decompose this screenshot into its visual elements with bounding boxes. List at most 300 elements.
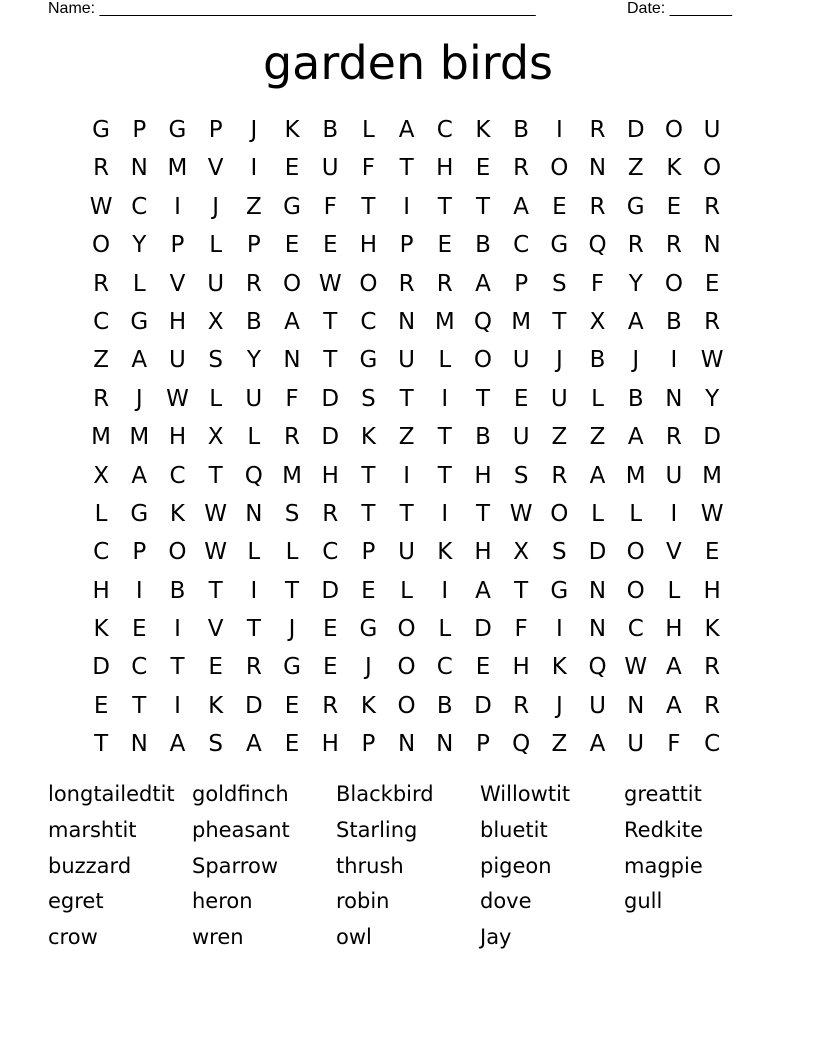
grid-cell: J bbox=[632, 347, 640, 374]
grid-cell: O bbox=[626, 539, 645, 566]
grid-cell: Q bbox=[512, 731, 531, 758]
grid-cell: T bbox=[475, 385, 490, 412]
grid-cell: T bbox=[514, 577, 529, 604]
word-list-item: longtailedtit bbox=[48, 782, 175, 806]
grid-cell: E bbox=[322, 654, 338, 681]
grid-cell: L bbox=[209, 232, 223, 259]
grid-cell: Y bbox=[246, 347, 261, 374]
grid-cell: T bbox=[361, 500, 376, 527]
word-list-item: heron bbox=[192, 889, 253, 914]
grid-cell: G bbox=[550, 232, 569, 259]
grid-cell: O bbox=[282, 270, 302, 297]
grid-cell: E bbox=[284, 692, 300, 719]
grid-cell: R bbox=[627, 232, 644, 259]
grid-cell: T bbox=[323, 347, 338, 374]
grid-cell: B bbox=[627, 385, 644, 412]
letter-grid bbox=[82, 111, 732, 764]
grid-row bbox=[82, 725, 732, 763]
grid-cell: X bbox=[207, 308, 224, 335]
grid-row bbox=[82, 572, 732, 610]
grid-cell: R bbox=[245, 654, 262, 681]
grid-cell: O bbox=[397, 616, 416, 643]
grid-cell: W bbox=[700, 500, 724, 527]
grid-cell: T bbox=[399, 155, 414, 182]
grid-cell: S bbox=[361, 385, 376, 412]
grid-cell: K bbox=[169, 500, 186, 527]
grid-cell: S bbox=[284, 500, 300, 527]
grid-cell: X bbox=[513, 539, 530, 566]
grid-cell: O bbox=[626, 577, 645, 604]
grid-cell: U bbox=[627, 731, 645, 758]
word-list-item: Redkite bbox=[624, 817, 704, 842]
grid-cell: A bbox=[666, 692, 682, 719]
grid-cell: K bbox=[208, 692, 224, 719]
grid-cell: V bbox=[666, 539, 682, 566]
grid-cell: R bbox=[665, 232, 682, 259]
grid-cell: Z bbox=[245, 193, 262, 220]
grid-cell: O bbox=[359, 270, 378, 297]
grid-cell: Q bbox=[244, 462, 263, 489]
grid-cell: N bbox=[130, 731, 148, 758]
grid-cell: B bbox=[169, 577, 186, 604]
grid-cell: K bbox=[475, 117, 491, 143]
grid-cell: N bbox=[588, 616, 607, 643]
grid-row bbox=[82, 610, 732, 648]
grid-cell: D bbox=[474, 616, 492, 643]
grid-cell: T bbox=[361, 462, 376, 489]
grid-cell: L bbox=[438, 347, 452, 374]
grid-cell: Z bbox=[398, 424, 415, 451]
grid-cell: H bbox=[474, 462, 492, 489]
grid-cell: F bbox=[285, 385, 299, 412]
grid-cell: R bbox=[704, 308, 721, 335]
word-list-item: bluetit bbox=[480, 817, 548, 842]
grid-cell: Y bbox=[132, 232, 147, 259]
grid-row bbox=[82, 303, 732, 341]
grid-cell: E bbox=[666, 193, 682, 220]
grid-cell: C bbox=[322, 539, 339, 566]
grid-cell: I bbox=[441, 500, 449, 527]
grid-cell: I bbox=[174, 692, 181, 719]
word-list-item: dove bbox=[480, 889, 532, 914]
grid-cell: N bbox=[588, 577, 607, 604]
grid-cell: L bbox=[629, 500, 643, 527]
grid-cell: N bbox=[703, 232, 721, 259]
grid-cell: C bbox=[513, 232, 530, 259]
grid-cell: K bbox=[666, 155, 682, 182]
grid-cell: R bbox=[93, 385, 110, 412]
grid-cell: P bbox=[132, 117, 147, 143]
grid-cell: D bbox=[321, 577, 340, 604]
grid-cell: S bbox=[208, 347, 223, 374]
word-list-item: pigeon bbox=[480, 853, 552, 878]
grid-cell: O bbox=[92, 232, 111, 259]
word-list-item: owl bbox=[336, 925, 372, 950]
grid-cell: C bbox=[169, 462, 186, 489]
grid-cell: L bbox=[94, 500, 108, 527]
grid-cell: R bbox=[322, 500, 339, 527]
grid-cell: E bbox=[284, 155, 300, 182]
grid-cell: X bbox=[207, 424, 224, 451]
grid-cell: E bbox=[361, 577, 376, 604]
grid-cell: K bbox=[360, 424, 376, 451]
grid-cell: J bbox=[250, 117, 258, 143]
grid-cell: N bbox=[130, 155, 148, 182]
word-list-item: marshtit bbox=[48, 817, 137, 842]
grid-cell: R bbox=[665, 424, 682, 451]
grid-cell: E bbox=[322, 616, 338, 643]
grid-cell: E bbox=[284, 232, 300, 259]
grid-cell: T bbox=[208, 577, 223, 604]
grid-cell: U bbox=[703, 117, 721, 143]
grid-cell: R bbox=[436, 270, 453, 297]
grid-cell: C bbox=[131, 654, 148, 681]
grid-cell: M bbox=[434, 308, 455, 335]
grid-cell: J bbox=[555, 692, 563, 719]
grid-cell: W bbox=[624, 654, 648, 681]
grid-cell: A bbox=[589, 462, 606, 489]
grid-cell: A bbox=[627, 424, 644, 451]
grid-cell: J bbox=[212, 193, 220, 220]
grid-cell: U bbox=[245, 385, 263, 412]
grid-cell: D bbox=[92, 654, 110, 681]
word-list bbox=[48, 777, 768, 956]
grid-cell: I bbox=[403, 462, 410, 489]
grid-cell: L bbox=[132, 270, 146, 297]
grid-row bbox=[82, 533, 732, 571]
page-title: garden birds bbox=[262, 36, 553, 90]
grid-cell: I bbox=[441, 577, 449, 604]
grid-cell: W bbox=[509, 500, 533, 527]
grid-cell: T bbox=[361, 193, 376, 220]
grid-cell: R bbox=[704, 193, 721, 220]
grid-cell: A bbox=[398, 117, 415, 143]
grid-cell: W bbox=[204, 539, 228, 566]
grid-cell: W bbox=[700, 347, 724, 374]
grid-cell: H bbox=[92, 577, 110, 604]
word-list-item: Blackbird bbox=[336, 782, 434, 806]
grid-cell: P bbox=[132, 539, 147, 566]
grid-row bbox=[82, 648, 732, 686]
grid-cell: T bbox=[399, 500, 414, 527]
word-list-item: Jay bbox=[480, 925, 512, 950]
grid-cell: A bbox=[284, 308, 300, 335]
grid-cell: I bbox=[555, 616, 563, 643]
grid-cell: A bbox=[169, 731, 186, 758]
grid-cell: A bbox=[475, 577, 491, 604]
grid-cell: C bbox=[93, 308, 110, 335]
grid-cell: F bbox=[514, 616, 528, 643]
grid-cell: U bbox=[398, 347, 416, 374]
grid-cell: L bbox=[209, 385, 223, 412]
grid-cell: M bbox=[167, 155, 188, 182]
grid-cell: M bbox=[702, 462, 723, 489]
grid-cell: B bbox=[475, 232, 491, 259]
grid-cell: G bbox=[550, 577, 569, 604]
grid-cell: F bbox=[323, 193, 337, 220]
grid-cell: K bbox=[284, 117, 300, 143]
grid-cell: P bbox=[514, 270, 529, 297]
grid-cell: V bbox=[207, 616, 224, 643]
grid-cell: R bbox=[589, 117, 606, 143]
grid-cell: K bbox=[551, 654, 567, 681]
grid-cell: L bbox=[361, 117, 375, 143]
grid-cell: J bbox=[288, 616, 296, 643]
word-list-item: gull bbox=[624, 889, 663, 914]
grid-cell: J bbox=[365, 654, 372, 681]
grid-cell: I bbox=[174, 193, 181, 220]
grid-cell: D bbox=[321, 424, 340, 451]
grid-cell: E bbox=[93, 692, 109, 719]
grid-cell: I bbox=[670, 347, 678, 374]
grid-cell: H bbox=[436, 155, 454, 182]
grid-row bbox=[82, 341, 732, 379]
grid-cell: P bbox=[170, 232, 185, 259]
grid-row bbox=[82, 418, 732, 456]
grid-cell: G bbox=[130, 308, 149, 335]
grid-cell: R bbox=[284, 424, 301, 451]
grid-cell: P bbox=[361, 539, 376, 566]
grid-cell: M bbox=[625, 462, 646, 489]
grid-cell: P bbox=[399, 232, 414, 259]
grid-cell: X bbox=[93, 462, 109, 489]
grid-cell: D bbox=[321, 385, 340, 412]
grid-cell: I bbox=[555, 117, 563, 143]
grid-cell: R bbox=[322, 692, 339, 719]
grid-cell: P bbox=[361, 731, 376, 758]
grid-cell: I bbox=[441, 385, 449, 412]
word-list-item: thrush bbox=[336, 853, 404, 878]
grid-cell: G bbox=[283, 193, 301, 220]
word-list-item: Willowtit bbox=[480, 782, 571, 806]
grid-row bbox=[82, 226, 732, 264]
grid-cell: O bbox=[664, 270, 683, 297]
grid-row bbox=[82, 457, 732, 495]
grid-cell: W bbox=[318, 270, 342, 297]
grid-cell: Y bbox=[705, 385, 720, 412]
grid-cell: A bbox=[513, 193, 530, 220]
grid-cell: U bbox=[398, 539, 416, 566]
grid-cell: E bbox=[208, 654, 223, 681]
grid-cell: E bbox=[552, 193, 567, 220]
grid-cell: S bbox=[552, 270, 567, 297]
grid-cell: L bbox=[400, 577, 413, 604]
grid-cell: I bbox=[135, 577, 143, 604]
grid-cell: U bbox=[550, 385, 568, 412]
grid-cell: T bbox=[246, 616, 261, 643]
grid-cell: M bbox=[282, 462, 302, 489]
grid-cell: C bbox=[704, 731, 721, 758]
grid-cell: I bbox=[250, 577, 258, 604]
grid-cell: R bbox=[93, 155, 110, 182]
grid-cell: D bbox=[588, 539, 607, 566]
grid-cell: L bbox=[667, 577, 681, 604]
grid-cell: I bbox=[174, 616, 181, 643]
word-list-item: buzzard bbox=[48, 853, 132, 878]
word-list-item: magpie bbox=[624, 853, 703, 878]
grid-cell: E bbox=[475, 654, 491, 681]
grid-cell: R bbox=[704, 692, 721, 719]
grid-cell: S bbox=[208, 731, 223, 758]
grid-cell: C bbox=[436, 117, 453, 143]
grid-cell: N bbox=[397, 731, 416, 758]
grid-cell: L bbox=[591, 500, 604, 527]
grid-cell: I bbox=[403, 193, 410, 220]
grid-row bbox=[82, 111, 732, 149]
grid-cell: L bbox=[591, 385, 604, 412]
grid-cell: A bbox=[627, 308, 644, 335]
grid-cell: H bbox=[321, 462, 339, 489]
grid-cell: R bbox=[93, 270, 110, 297]
grid-cell: T bbox=[437, 193, 452, 220]
word-list-item: wren bbox=[192, 925, 244, 950]
grid-cell: B bbox=[436, 692, 453, 719]
grid-cell: Z bbox=[551, 424, 568, 451]
grid-cell: F bbox=[361, 155, 376, 182]
grid-cell: P bbox=[476, 731, 490, 758]
grid-row bbox=[82, 188, 732, 226]
grid-cell: R bbox=[513, 692, 530, 719]
grid-cell: U bbox=[169, 347, 186, 374]
grid-cell: H bbox=[703, 577, 721, 604]
grid-cell: T bbox=[132, 692, 147, 719]
grid-cell: B bbox=[666, 308, 682, 335]
grid-cell: U bbox=[665, 462, 683, 489]
grid-cell: Y bbox=[628, 270, 643, 297]
word-list-item: crow bbox=[48, 925, 98, 950]
grid-cell: H bbox=[474, 539, 492, 566]
word-list-item: goldfinch bbox=[192, 782, 289, 806]
grid-cell: O bbox=[397, 692, 416, 719]
grid-cell: O bbox=[664, 117, 683, 143]
grid-row bbox=[82, 687, 732, 725]
word-list-item: Starling bbox=[336, 817, 418, 842]
grid-cell: H bbox=[168, 308, 187, 335]
grid-cell: R bbox=[551, 462, 568, 489]
grid-cell: E bbox=[437, 232, 453, 259]
grid-cell: W bbox=[166, 385, 189, 412]
grid-cell: E bbox=[284, 731, 300, 758]
grid-cell: E bbox=[322, 232, 338, 259]
grid-cell: F bbox=[590, 270, 605, 297]
grid-cell: K bbox=[93, 616, 109, 643]
grid-cell: G bbox=[359, 616, 378, 643]
grid-cell: V bbox=[169, 270, 186, 297]
grid-cell: N bbox=[245, 500, 263, 527]
grid-cell: C bbox=[627, 616, 644, 643]
grid-row bbox=[82, 149, 732, 187]
grid-cell: D bbox=[626, 117, 645, 143]
grid-cell: O bbox=[168, 539, 187, 566]
grid-cell: R bbox=[704, 654, 721, 681]
grid-cell: E bbox=[513, 385, 529, 412]
grid-cell: O bbox=[703, 155, 722, 182]
grid-cell: E bbox=[704, 539, 720, 566]
grid-cell: C bbox=[93, 539, 110, 566]
date-field-line: Date: _______ bbox=[627, 0, 732, 17]
grid-cell: K bbox=[437, 539, 453, 566]
grid-cell: T bbox=[437, 424, 452, 451]
grid-cell: A bbox=[475, 270, 491, 297]
grid-cell: G bbox=[283, 654, 301, 681]
grid-cell: Q bbox=[473, 308, 493, 335]
grid-cell: D bbox=[474, 692, 492, 719]
word-list-item: pheasant bbox=[192, 817, 290, 842]
grid-cell: W bbox=[89, 193, 113, 220]
grid-cell: T bbox=[399, 385, 414, 412]
grid-cell: R bbox=[589, 193, 606, 220]
grid-cell: H bbox=[359, 232, 378, 259]
grid-cell: E bbox=[704, 270, 720, 297]
grid-cell: U bbox=[512, 424, 530, 451]
grid-cell: T bbox=[437, 462, 452, 489]
name-field-line: Name: _________________________________________________ bbox=[48, 0, 536, 17]
grid-cell: H bbox=[512, 654, 530, 681]
grid-cell: M bbox=[511, 308, 532, 335]
word-list-item: greattit bbox=[624, 782, 702, 806]
grid-cell: F bbox=[667, 731, 681, 758]
grid-cell: B bbox=[589, 347, 606, 374]
grid-cell: C bbox=[436, 654, 453, 681]
grid-cell: T bbox=[475, 193, 490, 220]
grid-cell: G bbox=[168, 117, 187, 143]
grid-cell: U bbox=[207, 270, 225, 297]
grid-cell: T bbox=[94, 731, 109, 758]
grid-cell: A bbox=[131, 462, 148, 489]
grid-cell: G bbox=[130, 500, 149, 527]
grid-cell: Z bbox=[93, 347, 109, 374]
grid-cell: G bbox=[92, 117, 110, 143]
grid-cell: S bbox=[513, 462, 529, 489]
grid-cell: K bbox=[704, 616, 720, 643]
grid-cell: X bbox=[589, 308, 606, 335]
grid-cell: N bbox=[397, 308, 416, 335]
grid-cell: P bbox=[208, 117, 223, 143]
grid-cell: U bbox=[589, 692, 606, 719]
grid-cell: J bbox=[135, 385, 143, 412]
grid-cell: L bbox=[247, 539, 261, 566]
grid-cell: E bbox=[132, 616, 147, 643]
grid-cell: O bbox=[550, 500, 569, 527]
grid-cell: B bbox=[513, 117, 530, 143]
grid-cell: A bbox=[589, 731, 606, 758]
grid-cell: B bbox=[245, 308, 262, 335]
grid-cell: O bbox=[397, 654, 416, 681]
grid-cell: H bbox=[321, 731, 339, 758]
grid-cell: D bbox=[244, 692, 263, 719]
grid-cell: B bbox=[475, 424, 491, 451]
grid-cell: Z bbox=[551, 731, 568, 758]
grid-cell: W bbox=[204, 500, 228, 527]
grid-cell: O bbox=[473, 347, 493, 374]
grid-cell: T bbox=[285, 577, 300, 604]
grid-cell: G bbox=[359, 347, 378, 374]
grid-cell: D bbox=[703, 424, 721, 451]
grid-cell: H bbox=[665, 616, 683, 643]
grid-cell: K bbox=[360, 692, 376, 719]
grid-cell: N bbox=[588, 155, 607, 182]
grid-row bbox=[82, 265, 732, 303]
grid-cell: T bbox=[552, 308, 567, 335]
grid-cell: L bbox=[438, 616, 452, 643]
grid-cell: T bbox=[475, 500, 490, 527]
grid-cell: U bbox=[512, 347, 530, 374]
grid-cell: P bbox=[246, 232, 261, 259]
grid-row bbox=[82, 380, 732, 418]
grid-cell: A bbox=[245, 731, 262, 758]
grid-cell: N bbox=[436, 731, 454, 758]
grid-cell: A bbox=[666, 654, 682, 681]
